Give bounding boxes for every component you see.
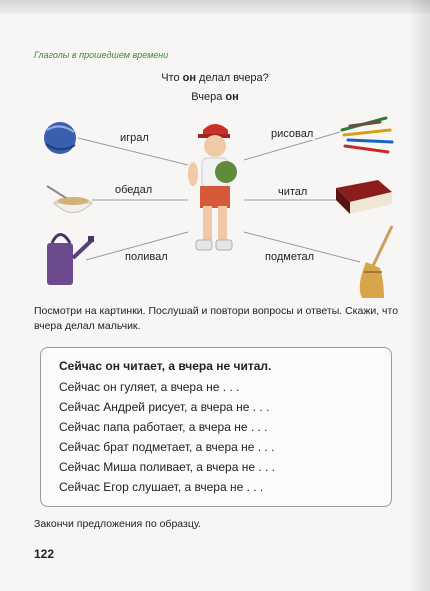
exercise-box (40, 347, 392, 507)
exercise-sentence: Сейчас Егор слушает, а вчера не . . . (59, 480, 264, 494)
verb-right-2: читал (278, 186, 308, 198)
page-number: 122 (34, 547, 55, 561)
boy-with-ball-icon (188, 124, 237, 250)
question-before: Что (161, 72, 183, 84)
question-bold: он (182, 72, 196, 84)
answer-before: Вчера (191, 91, 226, 103)
instruction: Посмотри на картинки. Послушай и повтори вопросы и ответы. Скажи, что вчера делал мальчик. (34, 305, 399, 332)
verb-left-2: обедал (115, 184, 153, 196)
verb-left-3: поливал (125, 251, 168, 263)
exercise-example: Сейчас он читает, а вчера не читал. (59, 359, 272, 373)
verb-left-1: играл (120, 132, 149, 144)
verb-right-3: подметал (265, 251, 315, 263)
broom-icon (360, 226, 392, 298)
exercise-sentence: Сейчас папа работает, а вчера не . . . (59, 420, 268, 434)
question-after: делал вчера? (196, 72, 269, 84)
ball-icon (44, 122, 76, 154)
answer-bold: он (225, 91, 239, 103)
bowl-icon (47, 186, 92, 213)
footer-instruction: Закончи предложения по образцу. (34, 518, 201, 530)
exercise-sentence: Сейчас Миша поливает, а вчера не . . . (59, 460, 276, 474)
book-icon (336, 180, 392, 214)
exercise-sentence: Сейчас брат подметает, а вчера не . . . (59, 440, 275, 454)
chapter-title: Глаголы в прошедшем времени (34, 50, 169, 60)
pencils-icon (342, 118, 392, 152)
verb-right-1: рисовал (271, 128, 314, 140)
exercise-sentence: Сейчас Андрей рисует, а вчера не . . . (59, 400, 270, 414)
exercise-sentence: Сейчас он гуляет, а вчера не . . . (59, 380, 240, 394)
